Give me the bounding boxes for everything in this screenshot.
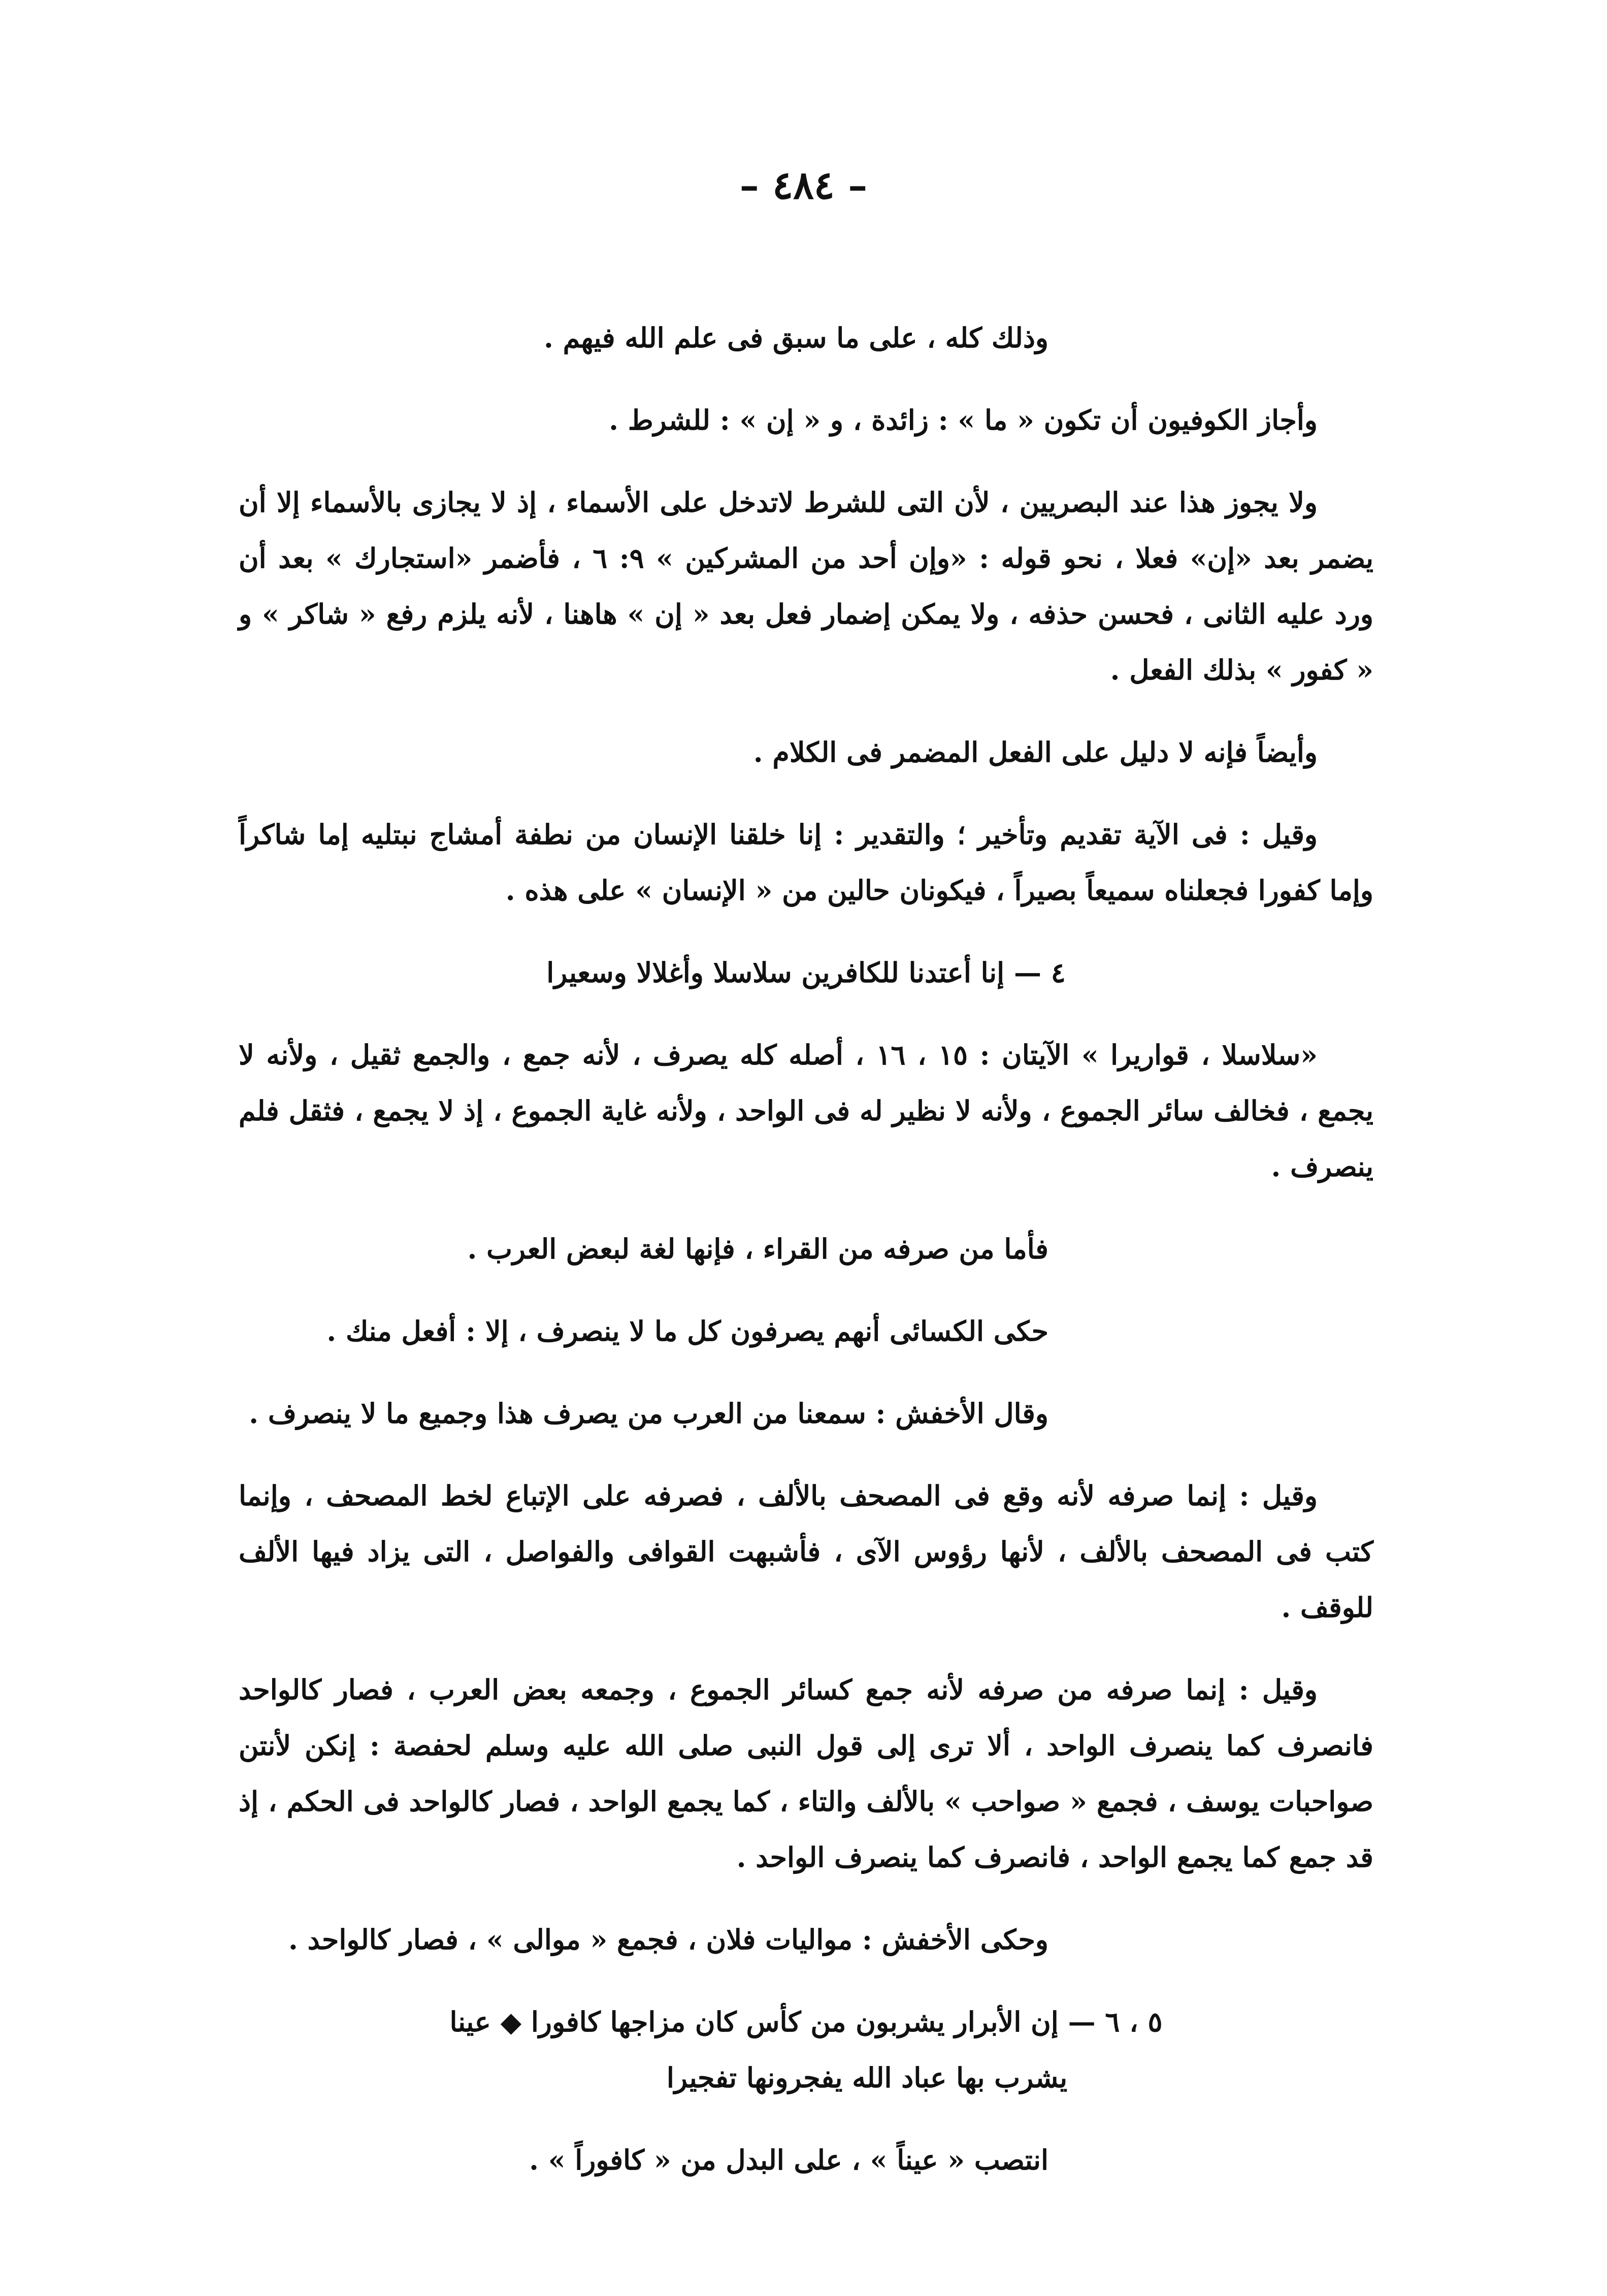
paragraph: وقيل : إنما صرفه من صرفه لأنه جمع كسائر الجموع ، وجمعه بعض العرب ، فصار كالواحد فانصرف كما ينصرف الواحد ، ألا ترى إلى قول النبى صلى الله عليه وسلم لحفصة : إنكن لأنتن صواحبات يوسف ، فجمع « صواحب » بالألف والتاء ، كما يجمع الواحد ، فصار كالواحد فى الحكم ، إذ قد جمع كما يجمع الواحد ، فانصرف كما ينصرف الواحد . xyxy=(239,1673,1373,1873)
page-body xyxy=(239,310,1373,2214)
paragraph: وذلك كله ، على ما سبق فى علم الله فيهم . xyxy=(544,321,1048,354)
paragraph: فأما من صرفه من القراء ، فإنها لغة لبعض العرب . xyxy=(467,1233,1048,1265)
quranic-verse xyxy=(239,945,1373,1000)
paragraph: وحكى الأخفش : مواليات فلان ، فجمع « موالى » ، فصار كالواحد . xyxy=(288,1923,1048,1956)
verse-line: يشرب بها عباد الله يفجرونها تفجيرا xyxy=(666,2061,1068,2094)
paragraph: انتصب « عيناً » ، على البدل من « كافوراً » . xyxy=(529,2144,1048,2176)
verse-line: ٤ — إنا أعتدنا للكافرين سلاسلا وأغلالا وسعيرا xyxy=(546,956,1066,989)
verse-line: ٥ ، ٦ — إن الأبرار يشربون من كأس كان مزاجها كافورا ◆ عينا xyxy=(449,2006,1163,2038)
paragraph: «سلاسلا ، قواريرا » الآيتان : ١٥ ، ١٦ ، أصله كله يصرف ، لأنه جمع ، والجمع ثقيل ، ولأنه لا يجمع ، فخالف سائر الجموع ، ولأنه لا نظير له فى الواحد ، ولأنه غاية الجموع ، إذ لا يجمع ، فثقل فلم ينصرف . xyxy=(239,1039,1373,1183)
paragraph: وقال الأخفش : سمعنا من العرب من يصرف هذا وجميع ما لا ينصرف . xyxy=(249,1397,1048,1430)
paragraph: وقيل : إنما صرفه لأنه وقع فى المصحف بالألف ، فصرفه على الإتباع لخط المصحف ، وإنما كتب فى المصحف بالألف ، لأنها رؤوس الآى ، فأشبهت القوافى والفواصل ، التى يزاد فيها الألف للوقف . xyxy=(239,1479,1373,1624)
page-number: – ٤٨٤ – xyxy=(739,163,868,208)
paragraph: حكى الكسائى أنهم يصرفون كل ما لا ينصرف ، إلا : أفعل منك . xyxy=(326,1315,1048,1347)
paragraph: وقيل : فى الآية تقديم وتأخير ؛ والتقدير : إنا خلقنا الإنسان من نطفة أمشاج نبتليه إما شاكراً وإما كفورا فجعلناه سميعاً بصيراً ، فيكونان حالين من « الإنسان » على هذه . xyxy=(239,818,1373,907)
paragraph: وأيضاً فإنه لا دليل على الفعل المضمر فى الكلام . xyxy=(753,736,1318,768)
quranic-verse xyxy=(239,1994,1373,2106)
paragraph: ولا يجوز هذا عند البصريين ، لأن التى للشرط لاتدخل على الأسماء ، إذ لا يجازى بالأسماء إلا أن يضمر بعد «إن» فعلا ، نحو قوله : «وإن أحد من المشركين » ٩: ٦ ، فأضمر «استجارك » بعد أن ورد عليه الثانى ، فحسن حذفه ، ولا يمكن إضمار فعل بعد « إن » هاهنا ، لأنه يلزم رفع « شاكر » و « كفور » بذلك الفعل . xyxy=(239,486,1374,686)
paragraph: وأجاز الكوفيون أن تكون « ما » : زائدة ، و « إن » : للشرط . xyxy=(609,404,1318,436)
